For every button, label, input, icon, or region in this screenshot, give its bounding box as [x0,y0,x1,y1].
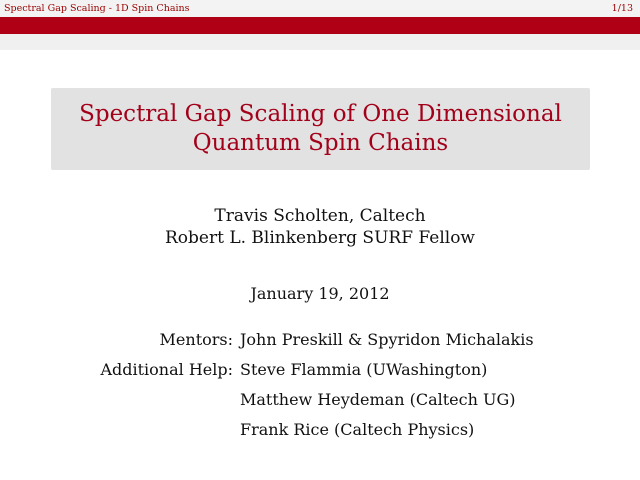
help-row [0,420,640,450]
short-title: Spectral Gap Scaling - 1D Spin Chains [4,3,190,14]
help-row [0,390,640,420]
title-box [51,88,590,170]
help-row [0,360,640,390]
help-value: Frank Rice (Caltech Physics) [240,420,475,439]
help-value: Matthew Heydeman (Caltech UG) [240,390,516,409]
mentors-label: Mentors: [159,330,233,349]
author-name: Travis Scholten, Caltech [214,206,426,226]
title-line-2: Quantum Spin Chains [192,130,449,156]
mentors-value: John Preskill & Spyridon Michalakis [240,330,534,349]
page-indicator[interactable]: 1/13 [611,3,633,14]
credits-block [0,330,640,450]
subheader-band [0,34,640,50]
header-bar [0,0,640,17]
mentors-row [0,330,640,360]
author-block [0,205,640,249]
author-affiliation: Robert L. Blinkenberg SURF Fellow [165,228,475,248]
help-label: Additional Help: [100,360,233,379]
accent-band [0,17,640,34]
presentation-date: January 19, 2012 [250,284,390,303]
title-line-1: Spectral Gap Scaling of One Dimensional [79,101,562,127]
help-value: Steve Flammia (UWashington) [240,360,488,379]
